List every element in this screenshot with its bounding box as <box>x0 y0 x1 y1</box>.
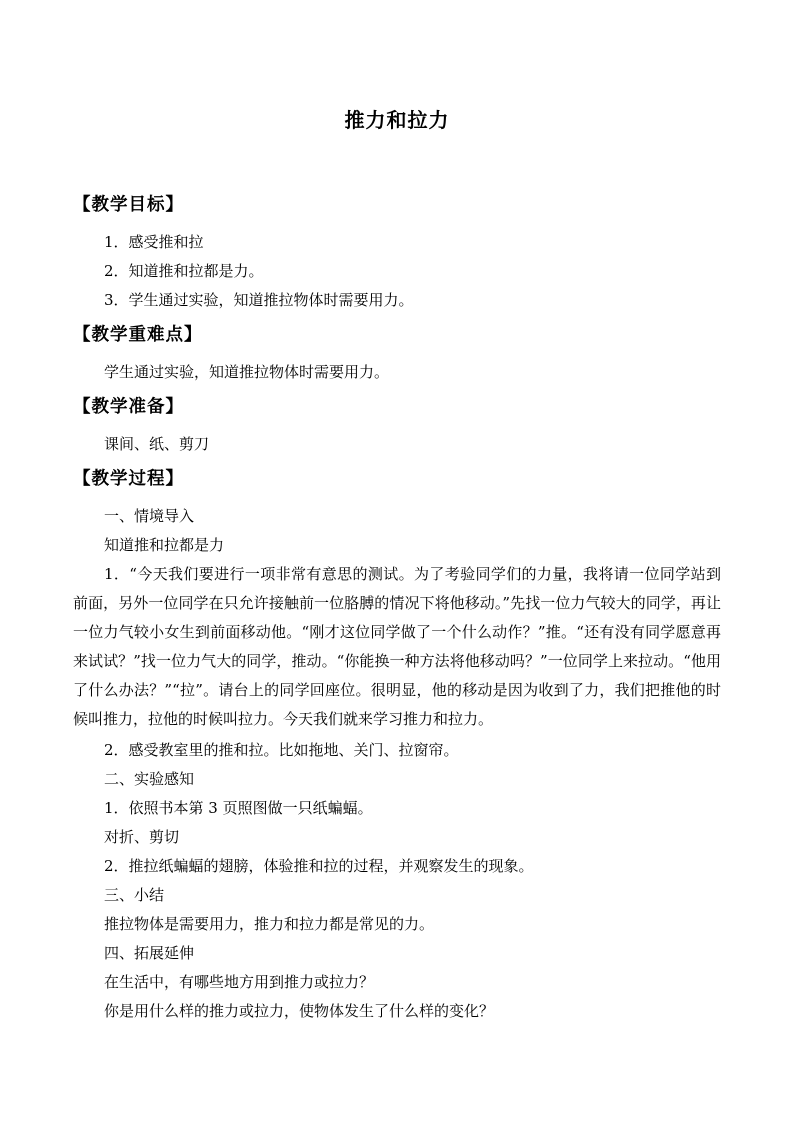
process-part4-title: 四、拓展延伸 <box>104 944 195 962</box>
process-part1-item2: 2．感受教室里的推和拉。比如拖地、关门、拉窗帘。 <box>104 741 459 759</box>
process-part4-question1: 在生活中，有哪些地方用到推力或拉力？ <box>104 973 375 991</box>
heading-teaching-goals: 【教学目标】 <box>73 195 184 215</box>
process-part1-title: 一、情境导入 <box>104 507 195 525</box>
goal-item-3: 3．学生通过实验，知道推拉物体时需要用力。 <box>104 291 414 309</box>
process-part1-paragraph: 1．“今天我们要进行一项非常有意思的测试。为了考验同学们的力量，我将请一位同学站到前面，另外一位同学在只允许接触前一位胳膊的情况下将他移动。”先找一位力气较大的同学，再让一位力气较小女生到前面移动他。“刚才这位同学做了一个什么动作？”推。“还有没有同学愿意再来试试？”找一位力气大的同学，推动。“你能换一种方法将他移动吗？”一位同学上来拉动。“他用了什么办法？”“拉”。请台上的同学回座位。很明显，他的移动是因为收到了力，我们把推他的时候叫推力，拉他的时候叫拉力。今天我们就来学习推力和拉力。 <box>73 565 721 728</box>
process-part2-item2: 2．推拉纸蝙蝠的翅膀，体验推和拉的过程，并观察发生的现象。 <box>104 857 534 875</box>
process-part2-item1-sub: 对折、剪切 <box>104 828 180 846</box>
preparation-text: 课间、纸、剪刀 <box>104 435 210 453</box>
process-part4-question2: 你是用什么样的推力或拉力，使物体发生了什么样的变化？ <box>104 1002 495 1020</box>
heading-key-points: 【教学重难点】 <box>73 325 203 345</box>
goal-item-2: 2．知道推和拉都是力。 <box>104 262 264 280</box>
heading-preparation: 【教学准备】 <box>73 397 184 417</box>
process-part1-subtitle: 知道推和拉都是力 <box>104 536 225 554</box>
process-part2-title: 二、实验感知 <box>104 770 195 788</box>
process-part3-text: 推拉物体是需要用力，推力和拉力都是常见的力。 <box>104 915 435 933</box>
process-part3-title: 三、小结 <box>104 886 165 904</box>
document-title: 推力和拉力 <box>344 108 450 132</box>
goal-item-1: 1．感受推和拉 <box>104 233 204 251</box>
process-part2-item1: 1．依照书本第 3 页照图做一只纸蝙蝠。 <box>104 799 373 817</box>
heading-process: 【教学过程】 <box>73 469 184 489</box>
key-points-text: 学生通过实验，知道推拉物体时需要用力。 <box>104 363 390 381</box>
